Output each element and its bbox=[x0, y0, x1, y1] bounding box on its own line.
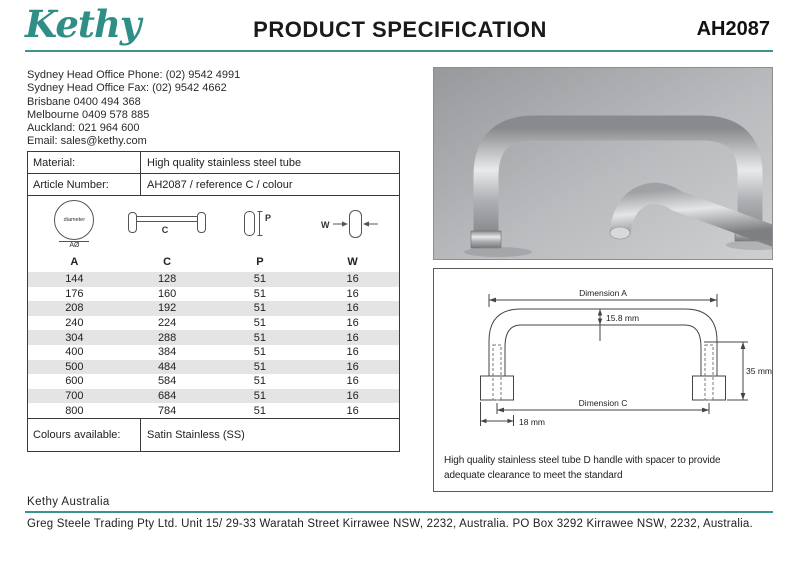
contact-line: Melbourne 0409 578 885 bbox=[27, 108, 150, 121]
table-row bbox=[28, 374, 399, 389]
article-number-label: Article Number: bbox=[28, 174, 141, 195]
dimension-a-label: Dimension A bbox=[579, 288, 627, 298]
spec-table bbox=[27, 151, 400, 452]
table-cell: 684 bbox=[157, 390, 177, 403]
dimension-icons-row bbox=[28, 196, 399, 252]
table-cell: 51 bbox=[253, 331, 266, 344]
diameter-a-label: AØ bbox=[69, 241, 80, 249]
column-header-w: W bbox=[347, 256, 358, 268]
colours-label: Colours available: bbox=[28, 419, 141, 451]
table-cell: 384 bbox=[157, 346, 177, 359]
w-label: W bbox=[320, 220, 330, 230]
table-cell: 240 bbox=[65, 317, 84, 330]
table-cell: 500 bbox=[65, 360, 84, 373]
table-row bbox=[28, 389, 399, 404]
table-cell: 784 bbox=[157, 404, 177, 417]
page-title: PRODUCT SPECIFICATION bbox=[253, 17, 547, 42]
table-row bbox=[28, 403, 399, 418]
table-cell: 16 bbox=[346, 360, 359, 373]
table-cell: 600 bbox=[65, 375, 84, 388]
table-cell: 16 bbox=[346, 331, 359, 344]
product-code: AH2087 bbox=[696, 18, 770, 40]
column-header-a: A bbox=[70, 256, 79, 268]
diameter-circle-icon bbox=[54, 200, 94, 240]
column-header-c: C bbox=[163, 256, 172, 268]
table-cell: 51 bbox=[253, 346, 266, 359]
table-cell: 160 bbox=[157, 287, 177, 300]
header-divider bbox=[25, 50, 773, 52]
contact-line: Sydney Head Office Fax: (02) 9542 4662 bbox=[27, 82, 227, 95]
table-cell: 51 bbox=[253, 375, 266, 388]
c-label: C bbox=[161, 225, 169, 235]
contact-block bbox=[27, 69, 240, 149]
table-cell: 16 bbox=[346, 302, 359, 315]
colours-row bbox=[28, 418, 399, 451]
material-label: Material: bbox=[28, 152, 141, 173]
table-cell: 584 bbox=[157, 375, 177, 388]
table-cell: 51 bbox=[253, 273, 266, 286]
contact-line: Auckland: 021 964 600 bbox=[27, 122, 140, 135]
table-row bbox=[28, 345, 399, 360]
product-description: High quality stainless steel tube D handle with spacer to provide adequate clearance to meet the standard bbox=[444, 455, 721, 481]
table-cell: 400 bbox=[65, 346, 84, 359]
table-cell: 51 bbox=[253, 317, 266, 330]
standoff-height-label: 35 mm bbox=[746, 366, 772, 376]
table-cell: 176 bbox=[65, 287, 84, 300]
footer-divider bbox=[25, 511, 773, 513]
projection-dimension-icon bbox=[214, 208, 307, 240]
table-cell: 51 bbox=[253, 390, 266, 403]
table-cell: 288 bbox=[157, 331, 177, 344]
table-row bbox=[28, 301, 399, 316]
technical-drawing bbox=[433, 268, 773, 492]
handle-c-icon bbox=[127, 208, 207, 240]
kethy-logo: Kethy bbox=[25, 2, 141, 46]
contact-line: Brisbane 0400 494 368 bbox=[27, 95, 141, 108]
width-dimension-icon bbox=[306, 207, 399, 241]
technical-drawing-image bbox=[434, 269, 772, 437]
table-cell: 51 bbox=[253, 287, 266, 300]
dimensions-header-row bbox=[28, 252, 399, 272]
table-cell: 800 bbox=[65, 404, 84, 417]
table-row bbox=[28, 316, 399, 331]
footer-company: Kethy Australia bbox=[27, 496, 110, 508]
material-value: High quality stainless steel tube bbox=[147, 156, 302, 169]
table-cell: 51 bbox=[253, 404, 266, 417]
table-row bbox=[28, 330, 399, 345]
table-row bbox=[28, 272, 399, 287]
table-cell: 700 bbox=[65, 390, 84, 403]
table-cell: 51 bbox=[253, 302, 266, 315]
table-cell: 128 bbox=[157, 273, 177, 286]
column-header-p: P bbox=[256, 256, 264, 268]
table-cell: 304 bbox=[65, 331, 84, 344]
dimension-c-label: Dimension C bbox=[578, 398, 628, 408]
footer-address: Greg Steele Trading Pty Ltd. Unit 15/ 29-33 Waratah Street Kirrawee NSW, 2232, Australia. PO Box 3292 Kirrawee NSW, 2232, Australia. bbox=[27, 518, 753, 530]
table-cell: 144 bbox=[65, 273, 84, 286]
table-cell: 16 bbox=[346, 375, 359, 388]
table-cell: 224 bbox=[157, 317, 177, 330]
table-row bbox=[28, 360, 399, 375]
product-photo-image bbox=[434, 68, 772, 259]
table-cell: 16 bbox=[346, 317, 359, 330]
projection-p-icon bbox=[240, 208, 280, 240]
table-cell: 192 bbox=[157, 302, 177, 315]
table-row bbox=[28, 287, 399, 302]
tube-diameter-label: 15.8 mm bbox=[606, 313, 640, 323]
diameter-icon-text: diameter bbox=[63, 216, 86, 223]
centres-dimension-icon bbox=[121, 208, 214, 240]
table-cell: 16 bbox=[346, 404, 359, 417]
dimensions-tbody bbox=[28, 272, 399, 418]
table-cell: 51 bbox=[253, 360, 266, 373]
table-cell: 208 bbox=[65, 302, 84, 315]
p-label: P bbox=[264, 213, 271, 223]
contact-line: Email: sales@kethy.com bbox=[27, 135, 147, 148]
table-cell: 16 bbox=[346, 346, 359, 359]
article-number-value: AH2087 / reference C / colour bbox=[147, 178, 293, 191]
contact-line: Sydney Head Office Phone: (02) 9542 4991 bbox=[27, 69, 241, 81]
table-cell: 16 bbox=[346, 287, 359, 300]
table-cell: 16 bbox=[346, 390, 359, 403]
article-number-row bbox=[28, 174, 399, 196]
table-cell: 16 bbox=[346, 273, 359, 286]
colours-value: Satin Stainless (SS) bbox=[147, 428, 245, 441]
width-w-icon bbox=[320, 207, 386, 241]
material-row bbox=[28, 152, 399, 174]
product-photo bbox=[433, 67, 773, 260]
table-cell: 484 bbox=[157, 360, 177, 373]
spacer-width-label: 18 mm bbox=[519, 417, 545, 427]
diameter-icon bbox=[28, 200, 121, 249]
